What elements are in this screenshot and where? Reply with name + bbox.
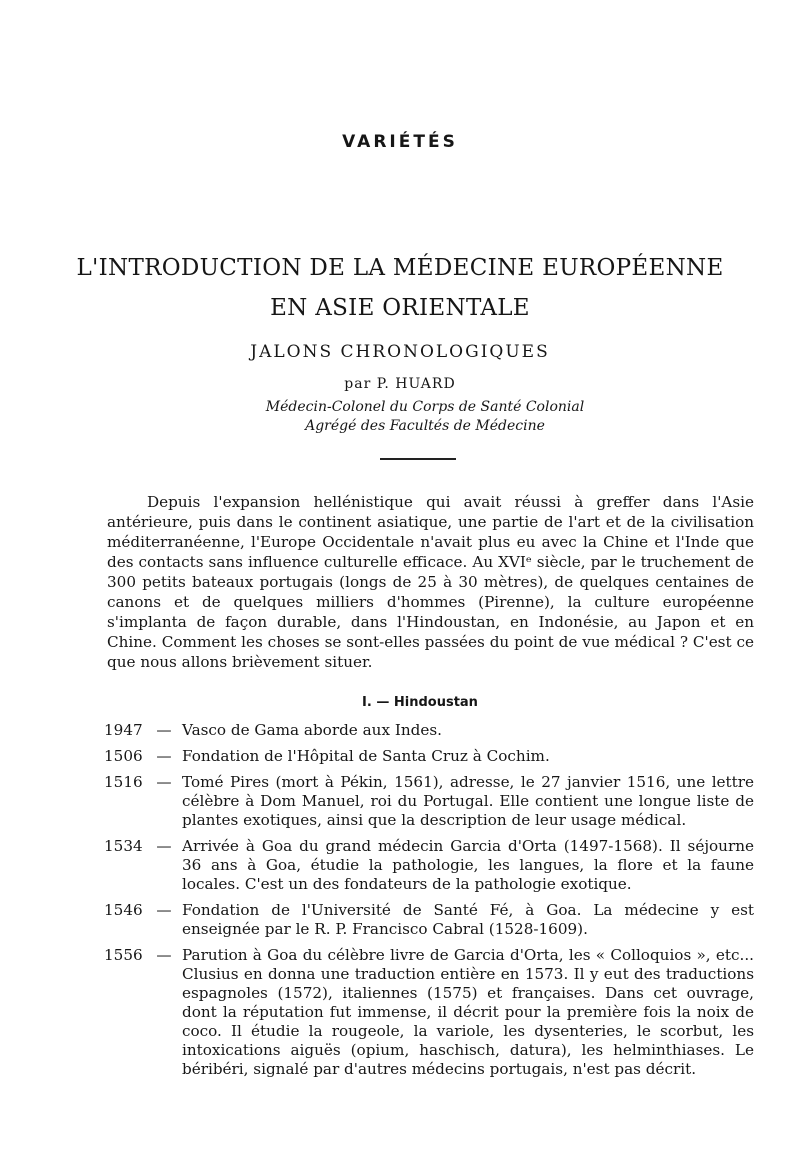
article-title-line-1: L'INTRODUCTION DE LA MÉDECINE EUROPÉENNE bbox=[76, 255, 724, 281]
entry-year: 1506 bbox=[104, 747, 143, 765]
chronology-entry bbox=[104, 837, 754, 894]
chronology-entry bbox=[104, 773, 754, 830]
entry-dash: — bbox=[156, 901, 172, 919]
entry-year: 1516 bbox=[104, 773, 143, 791]
chronology-entry bbox=[104, 721, 754, 740]
chronology-entry bbox=[104, 946, 754, 1079]
entry-dash: — bbox=[156, 721, 172, 739]
chronology-entry bbox=[104, 747, 754, 766]
chronology-entry bbox=[104, 901, 754, 939]
author-affiliation-1: Médecin-Colonel du Corps de Santé Colonial bbox=[265, 399, 585, 415]
entry-year: 1947 bbox=[104, 721, 143, 739]
entry-text: Fondation de l'Université de Santé Fé, à Goa. La médecine y est enseignée par le R. P. Francisco Cabral (1528-1609). bbox=[182, 901, 754, 938]
article-title-line-2: EN ASIE ORIENTALE bbox=[270, 295, 530, 321]
section-heading-hindoustan: I. — Hindoustan bbox=[362, 695, 478, 710]
entry-year: 1556 bbox=[104, 946, 143, 964]
entry-text: Tomé Pires (mort à Pékin, 1561), adresse, le 27 janvier 1516, une lettre célèbre à Dom Manuel, roi du Portugal. Elle contient une longue liste de plantes exotiques, ainsi que la description de leur usage médical. bbox=[182, 773, 754, 829]
author-byline: par P. HUARD bbox=[344, 376, 456, 392]
author-affiliation-2: Agrégé des Facultés de Médecine bbox=[305, 418, 545, 434]
entry-dash: — bbox=[156, 747, 172, 765]
entry-dash: — bbox=[156, 837, 172, 855]
entry-text: Arrivée à Goa du grand médecin Garcia d'Orta (1497-1568). Il séjourne 36 ans à Goa, étudie la pathologie, les langues, la flore et la faune locales. C'est un des fondateurs de la pathologie exotique. bbox=[182, 837, 754, 893]
intro-paragraph: Depuis l'expansion hellénistique qui avait réussi à greffer dans l'Asie antérieure, puis dans le continent asiatique, une partie de l'art et de la civilisation méditerranéenne, l'Europe Occidentale n'avait plus eu avec la Chine et l'Inde que des contacts sans influence culturelle efficace. Au XVIᵉ siècle, par le truchement de 300 petits bateaux portugais (longs de 25 à 30 mètres), de quelques centaines de canons et de quelques milliers d'hommes (Pirenne), la culture européenne s'implanta de façon durable, dans l'Hindoustan, en Indonésie, au Japon et en Chine. Comment les choses se sont-elles passées du point de vue médical ? C'est ce que nous allons brièvement situer. bbox=[107, 493, 754, 671]
entry-text: Fondation de l'Hôpital de Santa Cruz à Cochim. bbox=[182, 747, 550, 765]
entry-dash: — bbox=[156, 773, 172, 791]
entry-year: 1534 bbox=[104, 837, 143, 855]
entry-year: 1546 bbox=[104, 901, 143, 919]
entry-text: Parution à Goa du célèbre livre de Garcia d'Orta, les « Colloquios », etc... Clusius en donna une traduction entière en 1573. Il y eut des traductions espagnoles (1572), italiennes (1575) et françaises. Dans cet ouvrage, dont la réputation fut immense, il décrit pour la première fois la noix de coco. Il étudie la rougeole, la variole, les dysenteries, le scorbut, les intoxications aiguës (opium, haschisch, datura), les helminthiases. Le béribéri, signalé par d'autres médecins portugais, n'est pas décrit. bbox=[182, 946, 754, 1078]
section-title: VARIÉTÉS bbox=[342, 132, 458, 152]
entry-text: Vasco de Gama aborde aux Indes. bbox=[182, 721, 442, 739]
divider-rule bbox=[380, 458, 456, 460]
article-subtitle: JALONS CHRONOLOGIQUES bbox=[250, 342, 550, 362]
chronology-list bbox=[104, 721, 754, 1086]
entry-dash: — bbox=[156, 946, 172, 964]
